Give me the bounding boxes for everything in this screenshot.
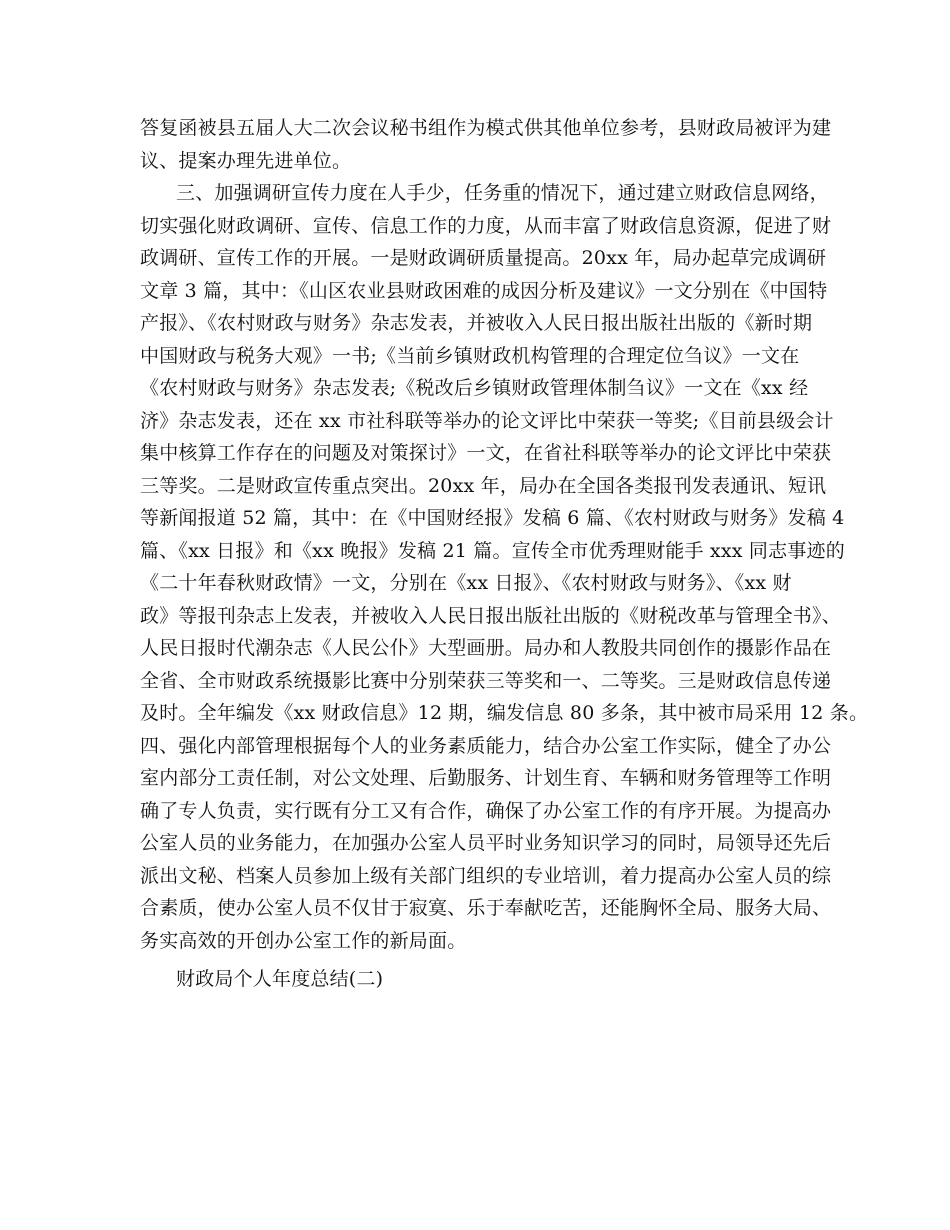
text-line-14: 篇、《xx 日报》和《xx 晚报》发稿 21 篇。宣传全市优秀理财能手 xxx 同志事迹的 bbox=[140, 539, 845, 562]
section-heading: 财政局个人年度总结(二) bbox=[176, 968, 384, 990]
text-line-3: 三、加强调研宣传力度在人手少，任务重的情况下，通过建立财政信息网络， bbox=[176, 182, 829, 204]
text-line-20: 四、强化内部管理根据每个人的业务素质能力，结合办公室工作实际，健全了办公 bbox=[140, 734, 832, 757]
text-line-8: 中国财政与税务大观》一书;《当前乡镇财政机构管理的合理定位刍议》一文在 bbox=[140, 344, 800, 367]
text-line-7: 产报》、《农村财政与财务》杂志发表，并被收入人民日报出版社出版的《新时期 bbox=[140, 312, 813, 334]
text-line-19: 及时。全年编发《xx 财政信息》12 期，编发信息 80 多条，其中被市局采用 12 条。 bbox=[140, 702, 869, 724]
text-line-4: 切实强化财政调研、宣传、信息工作的力度，从而丰富了财政信息资源，促进了财 bbox=[140, 214, 832, 237]
text-line-10: 济》杂志发表，还在 xx 市社科联等举办的论文评比中荣获一等奖;《目前县级会计 bbox=[140, 409, 834, 432]
text-line-2: 议、提案办理先进单位。 bbox=[140, 149, 352, 172]
text-line-6: 文章 3 篇，其中：《山区农业县财政困难的成因分析及建议》一文分别在《中国特 bbox=[140, 279, 828, 302]
text-line-9: 《农村财政与财务》杂志发表;《税改后乡镇财政管理体制刍议》一文在《xx 经 bbox=[140, 377, 809, 399]
text-line-16: 政》等报刊杂志上发表，并被收入人民日报出版社出版的《财税改革与管理全书》、 bbox=[140, 604, 841, 627]
text-line-12: 三等奖。二是财政宣传重点突出。20xx 年，局办在全国各类报刊发表通讯、短讯 bbox=[140, 474, 827, 497]
text-line-11: 集中核算工作存在的问题及对策探讨》一文，在省社科联等举办的论文评比中荣获 bbox=[140, 442, 832, 464]
text-line-25: 合素质，使办公室人员不仅甘于寂寞、乐于奉献吃苦，还能胸怀全局、服务大局、 bbox=[140, 897, 832, 919]
text-line-5: 政调研、宣传工作的开展。一是财政调研质量提高。20xx 年，局办起草完成调研 bbox=[140, 247, 827, 269]
text-line-23: 公室人员的业务能力，在加强办公室人员平时业务知识学习的同时，局领导还先后 bbox=[140, 832, 832, 854]
text-line-21: 室内部分工责任制，对公文处理、后勤服务、计划生育、车辆和财务管理等工作明 bbox=[140, 767, 832, 789]
text-line-13: 等新闻报道 52 篇，其中：在《中国财经报》发稿 6 篇、《农村财政与财务》发稿 4 bbox=[140, 507, 845, 529]
text-line-1: 答复函被县五届人大二次会议秘书组作为模式供其他单位参考，县财政局被评为建 bbox=[140, 117, 832, 139]
text-line-15: 《二十年春秋财政情》一文，分别在《xx 日报》、《农村财政与财务》、《xx 财 bbox=[140, 572, 792, 594]
text-line-18: 全省、全市财政系统摄影比赛中分别荣获三等奖和一、二等奖。三是财政信息传递 bbox=[140, 669, 832, 692]
text-line-22: 确了专人负责，实行既有分工又有合作，确保了办公室工作的有序开展。为提高办 bbox=[140, 799, 832, 822]
text-line-17: 人民日报时代潮杂志《人民公仆》大型画册。局办和人教股共同创作的摄影作品在 bbox=[140, 637, 832, 659]
text-line-24: 派出文秘、档案人员参加上级有关部门组织的专业培训，着力提高办公室人员的综 bbox=[140, 864, 832, 887]
document-body bbox=[140, 112, 869, 996]
text-line-26: 务实高效的开创办公室工作的新局面。 bbox=[140, 929, 467, 952]
